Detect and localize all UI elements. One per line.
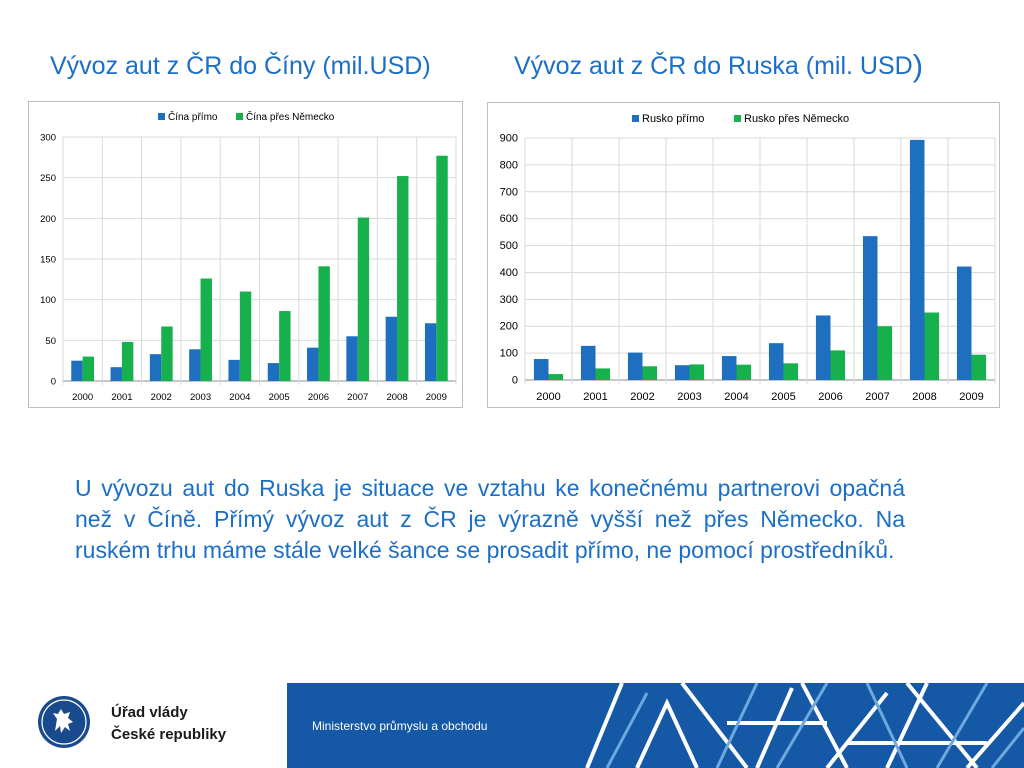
bar-rusko-přes-německo-2008 xyxy=(925,313,940,380)
x-tick-label: 2004 xyxy=(724,391,749,403)
bar-rusko-přes-německo-2004 xyxy=(737,365,752,380)
bar-rusko-přímo-2001 xyxy=(581,346,596,380)
y-tick-label: 700 xyxy=(499,186,518,199)
chart-title-china xyxy=(50,52,431,81)
footer-org-line1: Úřad vlády xyxy=(111,704,188,721)
bar-čína-přímo-2004 xyxy=(228,360,239,381)
chart-title-china-paren: ) xyxy=(422,52,431,80)
y-tick-label: 400 xyxy=(499,266,518,279)
footer-org-line2: České republiky xyxy=(111,726,227,743)
chart-title-china-text: Vývoz aut z ČR do Číny (mil.USD xyxy=(50,52,423,80)
chart-title-russia xyxy=(514,46,923,82)
x-tick-label: 2008 xyxy=(912,391,937,403)
bar-rusko-přímo-2005 xyxy=(769,343,784,380)
bar-rusko-přes-německo-2000 xyxy=(549,374,564,380)
chart-china-svg xyxy=(29,102,462,407)
x-tick-label: 2006 xyxy=(818,391,843,403)
bar-čína-přímo-2000 xyxy=(71,361,82,381)
bar-čína-přes-německo-2001 xyxy=(122,342,133,381)
y-tick-label: 250 xyxy=(40,173,56,185)
y-tick-label: 200 xyxy=(499,320,518,333)
x-tick-label: 2009 xyxy=(959,391,984,403)
bar-rusko-přímo-2008 xyxy=(910,140,925,380)
government-lion-logo-icon xyxy=(37,695,91,749)
y-tick-label: 0 xyxy=(50,376,56,388)
bar-čína-přes-německo-2006 xyxy=(318,266,329,381)
y-tick-label: 500 xyxy=(499,240,518,253)
slide-body-text: U vývozu aut do Ruska je situace ve vztahu ke konečnému partnerovi opačná než v Číně. Přímý vývoz aut z ČR je výrazně vyšší než přes Německo. Na ruském trhu máme stále velké šance se prosadit přímo, ne pomocí prostředníků. xyxy=(75,475,905,563)
x-tick-label: 2000 xyxy=(72,392,94,403)
legend-swatch xyxy=(236,113,243,120)
footer-banner xyxy=(287,683,1024,768)
footer-ministry: Ministerstvo průmyslu a obchodu xyxy=(312,719,488,733)
bar-čína-přímo-2003 xyxy=(189,349,200,381)
y-tick-label: 300 xyxy=(40,132,56,144)
bar-čína-přímo-2002 xyxy=(150,354,161,381)
x-tick-label: 2005 xyxy=(771,391,796,403)
bar-rusko-přes-německo-2009 xyxy=(972,355,987,380)
bar-rusko-přímo-2009 xyxy=(957,267,972,380)
legend-label: Rusko přímo xyxy=(642,113,705,125)
bar-rusko-přes-německo-2002 xyxy=(643,366,658,380)
legend-label: Rusko přes Německo xyxy=(744,113,850,125)
x-tick-label: 2001 xyxy=(583,391,608,403)
x-tick-label: 2000 xyxy=(536,391,561,403)
chart-russia xyxy=(487,102,1000,408)
x-tick-label: 2006 xyxy=(307,392,330,403)
x-tick-label: 2007 xyxy=(865,391,890,403)
bar-čína-přes-německo-2000 xyxy=(83,357,94,381)
y-tick-label: 200 xyxy=(40,213,56,225)
y-tick-label: 50 xyxy=(45,335,56,347)
bar-rusko-přímo-2007 xyxy=(863,236,878,380)
bar-čína-přes-německo-2008 xyxy=(397,176,408,381)
y-tick-label: 900 xyxy=(499,132,518,145)
y-tick-label: 600 xyxy=(499,213,518,226)
bar-rusko-přímo-2002 xyxy=(628,353,643,380)
bar-čína-přes-německo-2007 xyxy=(358,218,369,381)
x-tick-label: 2001 xyxy=(111,392,133,403)
bar-rusko-přes-německo-2006 xyxy=(831,350,846,380)
bar-čína-přímo-2008 xyxy=(386,317,397,381)
bar-rusko-přes-německo-2007 xyxy=(878,326,893,380)
bar-rusko-přes-německo-2005 xyxy=(784,363,799,380)
bar-čína-přímo-2009 xyxy=(425,323,436,381)
x-tick-label: 2002 xyxy=(150,392,172,403)
bar-čína-přes-německo-2002 xyxy=(161,327,172,381)
x-tick-label: 2008 xyxy=(386,392,408,403)
bar-rusko-přes-německo-2001 xyxy=(596,368,611,380)
bar-čína-přes-německo-2004 xyxy=(240,292,251,381)
bar-rusko-přímo-2006 xyxy=(816,315,831,380)
x-tick-label: 2007 xyxy=(347,392,369,403)
x-tick-label: 2003 xyxy=(189,392,212,403)
x-tick-label: 2003 xyxy=(677,391,702,403)
legend-swatch xyxy=(158,113,165,120)
x-tick-label: 2009 xyxy=(425,392,447,403)
bar-rusko-přímo-2000 xyxy=(534,359,549,380)
legend-label: Čína přes Německo xyxy=(246,112,335,123)
chart-russia-svg xyxy=(488,103,999,407)
legend-label: Čína přímo xyxy=(168,112,218,123)
bar-rusko-přes-německo-2003 xyxy=(690,364,705,380)
y-tick-label: 800 xyxy=(499,159,518,172)
chart-title-russia-paren: ) xyxy=(912,48,924,83)
legend-swatch xyxy=(632,115,639,122)
chart-title-russia-text: Vývoz aut z ČR do Ruska (mil. USD xyxy=(514,52,913,80)
y-tick-label: 0 xyxy=(511,374,518,387)
bar-rusko-přímo-2003 xyxy=(675,365,690,380)
legend-swatch xyxy=(734,115,741,122)
footer-organization xyxy=(111,702,226,746)
bar-čína-přes-německo-2003 xyxy=(201,279,212,381)
x-tick-label: 2005 xyxy=(268,392,290,403)
bar-čína-přes-německo-2009 xyxy=(436,156,447,381)
y-tick-label: 100 xyxy=(499,347,518,360)
x-tick-label: 2002 xyxy=(630,391,655,403)
bar-čína-přímo-2001 xyxy=(111,367,122,381)
y-tick-label: 100 xyxy=(40,295,56,307)
bar-čína-přes-německo-2005 xyxy=(279,311,290,381)
chart-china xyxy=(28,101,463,408)
y-tick-label: 300 xyxy=(499,293,518,306)
bar-čína-přímo-2007 xyxy=(346,336,357,381)
bar-čína-přímo-2005 xyxy=(268,363,279,381)
x-tick-label: 2004 xyxy=(229,392,251,403)
bar-rusko-přímo-2004 xyxy=(722,356,737,380)
bar-čína-přímo-2006 xyxy=(307,348,318,381)
y-tick-label: 150 xyxy=(40,254,56,266)
